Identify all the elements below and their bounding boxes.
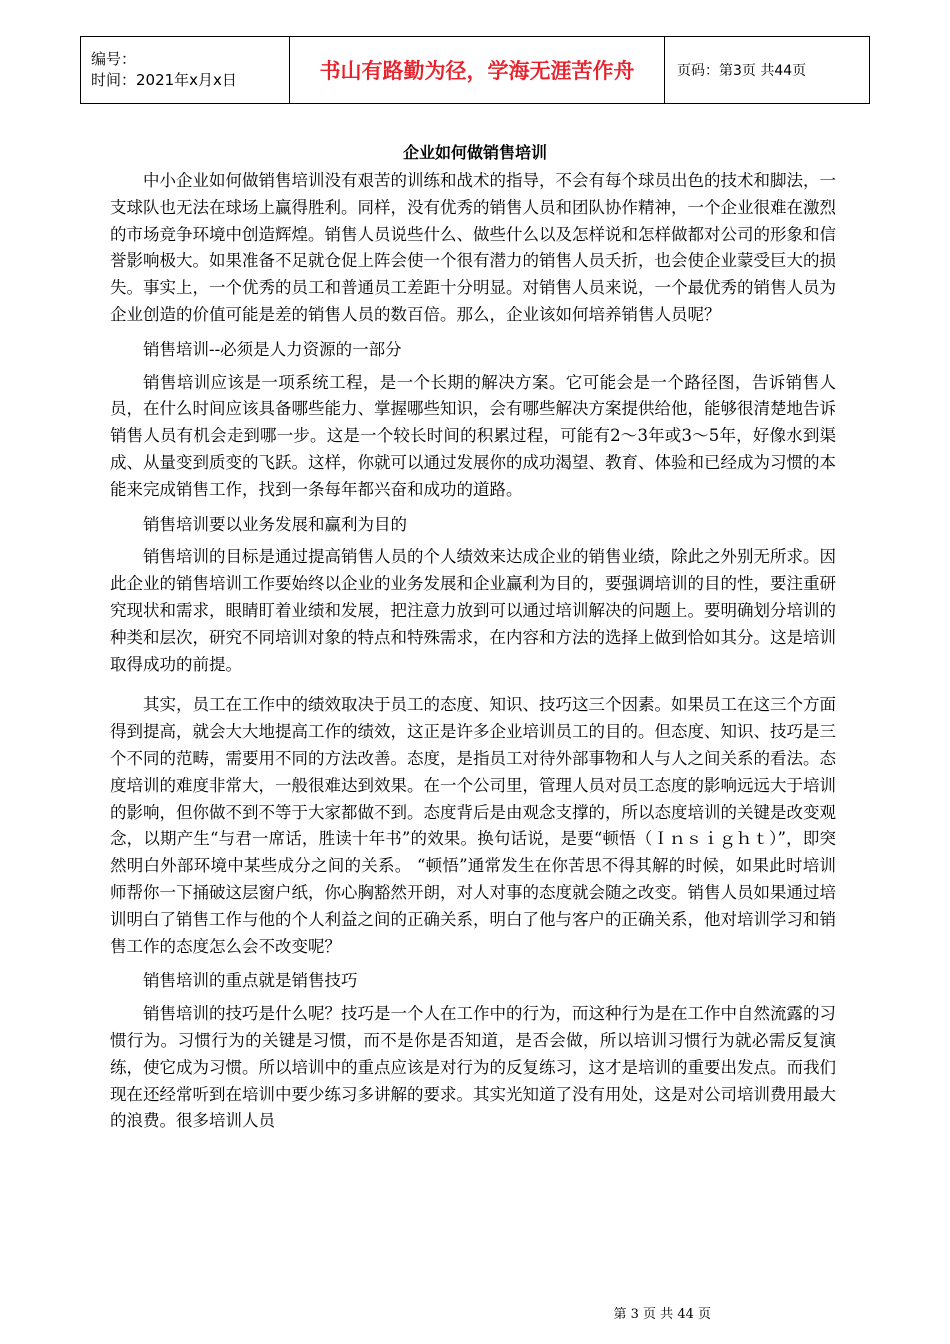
- header-meta: [81, 37, 290, 104]
- paragraph: 销售培训的目标是通过提高销售人员的个人绩效来达成企业的销售业绩，除此之外别无所求。因此企业的销售培训工作要始终以企业的业务发展和企业赢利为目的，要强调培训的目的性，要注重研究现状和需求，眼睛盯着业绩和发展，把注意力放到可以通过培训解决的问题上。要明确划分培训的种类和层次，研究不同培训对象的特点和特殊需求，在内容和方法的选择上做到恰如其分。这是培训取得成功的前提。: [110, 547, 836, 674]
- page-footer: [0, 1303, 950, 1322]
- document-title: 企业如何做销售培训: [402, 143, 547, 162]
- document-header: [80, 36, 870, 104]
- number-label: 编号：: [91, 50, 137, 68]
- section-heading: 销售培训要以业务发展和赢利为目的: [143, 514, 407, 534]
- header-page-info: 页码：第3页 共44页: [665, 37, 870, 104]
- paragraph: 销售培训的技巧是什么呢？技巧是一个人在工作中的行为，而这种行为是在工作中自然流露的习惯行为。习惯行为的关键是习惯，而不是你是否知道，是否会做，所以培训习惯行为就必需反复演练，使它成为习惯。所以培训中的重点应该是对行为的反复练习，这才是培训的重要出发点。而我们现在还经常听到在培训中要少练习多讲解的要求。其实光知道了没有用处，这是对公司培训费用最大的浪费。很多培训人员: [110, 1004, 836, 1131]
- paragraph: 中小企业如何做销售培训没有艰苦的训练和战术的指导，不会有每个球员出色的技术和脚法，一支球队也无法在球场上赢得胜利。同样，没有优秀的销售人员和团队协作精神，一个企业很难在激烈的市场竞争环境中创造辉煌。销售人员说些什么、做些什么以及怎样说和怎样做都对公司的形象和信誉影响极大。如果准备不足就仓促上阵会使一个很有潜力的销售人员夭折，也会使企业蒙受巨大的损失。事实上，一个优秀的员工和普通员工差距十分明显。对销售人员来说，一个最优秀的销售人员为企业创造的价值可能是差的销售人员的数百倍。那么，企业该如何培养销售人员呢？: [110, 171, 836, 324]
- date-label: 时间：2021年x月x日: [91, 71, 237, 89]
- header-motto: 书山有路勤为径，学海无涯苦作舟: [290, 37, 665, 104]
- paragraph: 销售培训应该是一项系统工程，是一个长期的解决方案。它可能会是一个路径图，告诉销售人员，在什么时间应该具备哪些能力、掌握哪些知识，会有哪些解决方案提供给他，能够很清楚地告诉销售人员有机会走到哪一步。这是一个较长时间的积累过程，可能有2～3年或3～5年，好像水到渠成、从量变到质变的飞跃。这样，你就可以通过发展你的成功渴望、教育、体验和已经成为习惯的本能来完成销售工作，找到一条每年都兴奋和成功的道路。: [110, 372, 836, 499]
- section-heading: 销售培训的重点就是销售技巧: [143, 971, 358, 991]
- page-number: 第 3 页 共 44 页: [613, 1307, 711, 1322]
- document-body: [110, 168, 836, 1135]
- section-heading: 销售培训--必须是人力资源的一部分: [143, 339, 402, 359]
- paragraph: 其实，员工在工作中的绩效取决于员工的态度、知识、技巧这三个因素。如果员工在这三个方面得到提高，就会大大地提高工作的绩效，这正是许多企业培训员工的目的。但态度、知识、技巧是三个不同的范畴，需要用不同的方法改善。态度，是指员工对待外部事物和人与人之间关系的看法。态度培训的难度非常大，一般很难达到效果。在一个公司里，管理人员对员工态度的影响远远大于培训的影响，但你做不到不等于大家都做不到。态度背后是由观念支撑的，所以态度培训的关键是改变观念，以期产生“与君一席话，胜读十年书”的效果。换句话说，是要“顿悟（Ｉｎｓｉｇｈｔ）”，即突然明白外部环境中某些成分之间的关系。 “顿悟”通常发生在你苦思不得其解的时候，如果此时培训师帮你一下捅破这层窗户纸，你心胸豁然开朗，对人对事的态度就会随之改变。销售人员如果通过培训明白了销售工作与他的个人利益之间的正确关系，明白了他与客户的正确关系，他对培训学习和销售工作的态度怎么会不改变呢？: [110, 695, 836, 956]
